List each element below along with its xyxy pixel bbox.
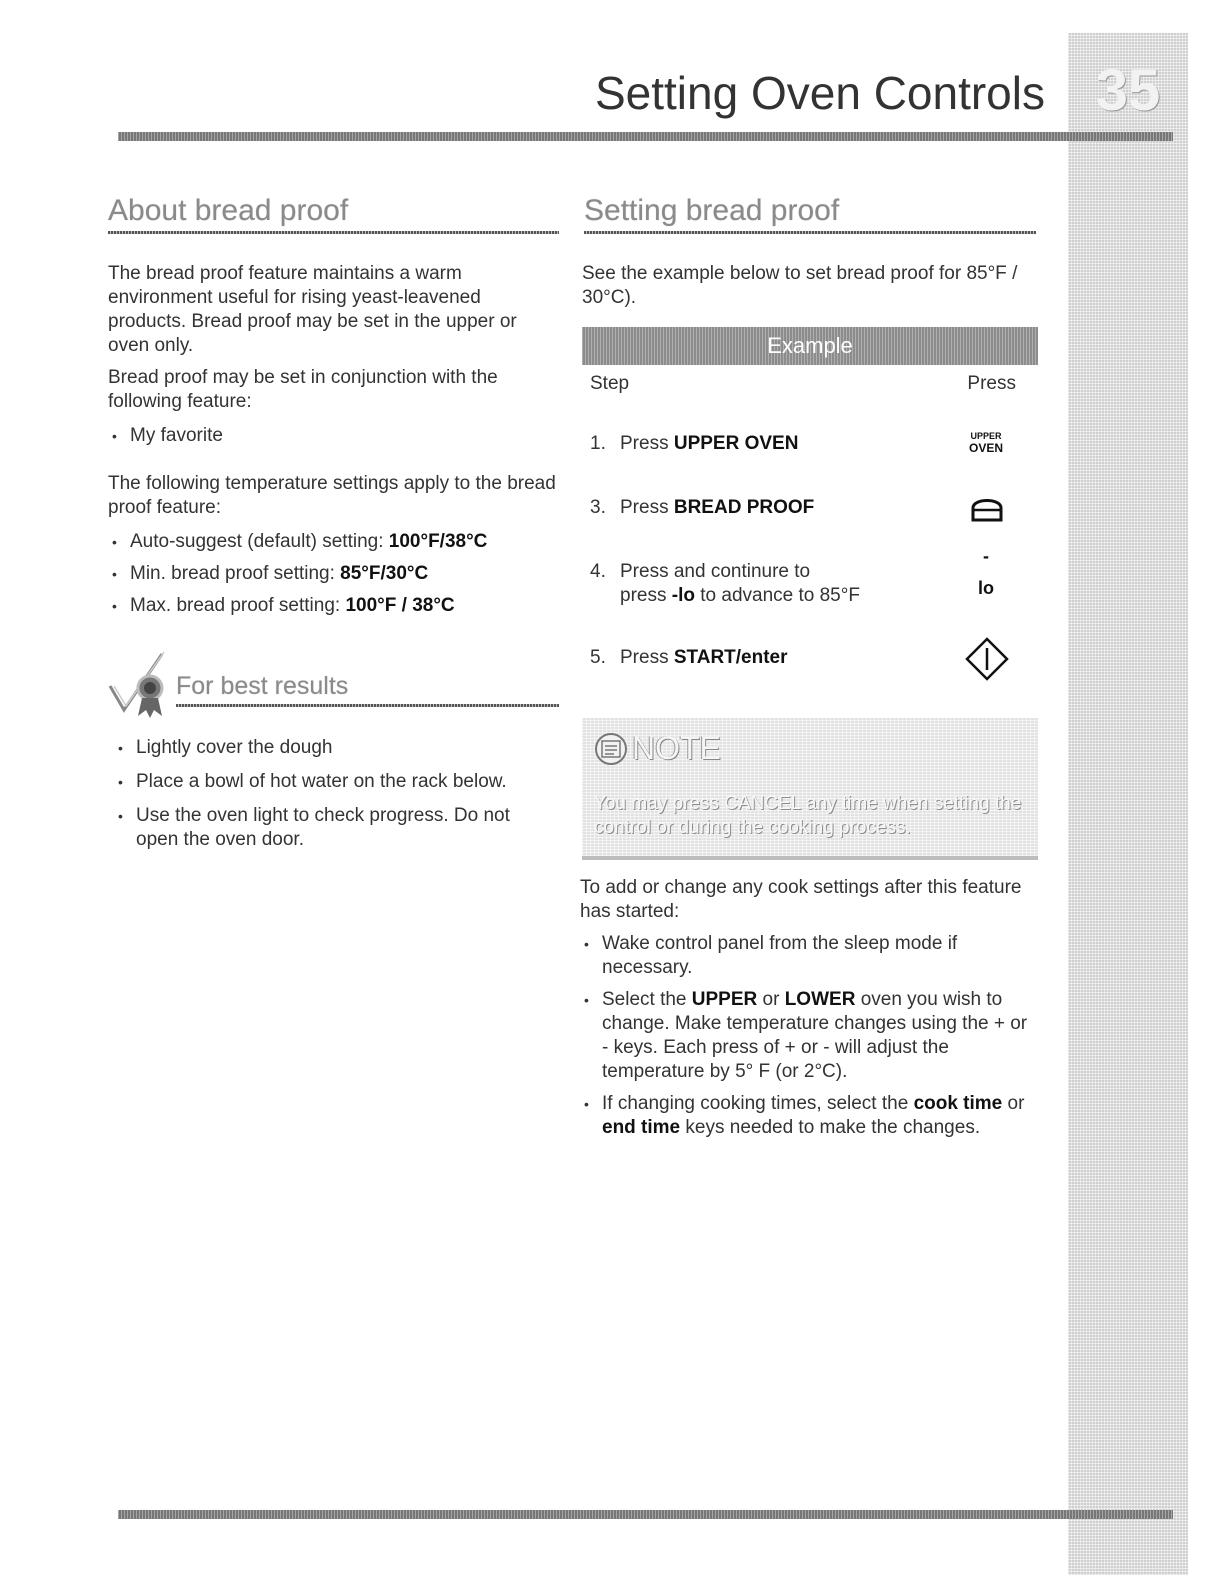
list-item: • Lightly cover the dough — [114, 736, 554, 760]
list-item: • Auto-suggest (default) setting: 100°F/38°C — [108, 530, 558, 554]
about-heading: About bread proof — [108, 194, 349, 227]
step-4: 4. Press and continure to press -lo to advance to 85°F — [590, 561, 860, 606]
best-results-heading: For best results — [176, 672, 349, 700]
list-item: • Select the UPPER or LOWER oven you wish to change. Make temperature changes using the + or - keys. Each press of + or - will adjust the temperature by 5° F (or 2°C). — [580, 988, 1028, 1084]
page-title: Setting Oven Controls — [594, 67, 1045, 119]
best-results-rule — [176, 704, 559, 707]
upper-oven-key: UPPER OVEN — [968, 431, 1003, 455]
about-para-1: The bread proof feature maintains a warm environment useful for rising yeast-leavened products. Bread proof may be set in the upper or oven only. — [108, 263, 517, 356]
step-3: 3. Press BREAD PROOF — [590, 497, 815, 518]
list-item: • Max. bread proof setting: 100°F / 38°C — [108, 594, 558, 618]
page-number: 35 — [1095, 58, 1161, 123]
header-rule — [118, 132, 1173, 141]
about-para-2: Bread proof may be set in conjunction with the following feature: — [108, 367, 498, 412]
best-results-section — [114, 736, 554, 860]
setting-heading-rule — [584, 231, 1036, 234]
change-intro: To add or change any cook settings after this feature has started: — [580, 877, 1022, 922]
setting-intro: See the example below to set bread proof for 85°F / 30°C). — [582, 263, 1018, 308]
step-1: 1. Press UPPER OVEN — [590, 433, 799, 454]
setting-heading: Setting bread proof — [584, 194, 840, 227]
best-results-list — [114, 736, 554, 852]
example-bar: Example — [582, 327, 1038, 365]
page-side-strip — [1068, 33, 1188, 1575]
start-icon — [964, 636, 1010, 682]
change-settings-section — [580, 876, 1028, 1148]
about-section — [108, 262, 558, 626]
list-item: • Min. bread proof setting: 85°F/30°C — [108, 562, 558, 586]
list-item: • My favorite — [108, 424, 558, 448]
about-para-3: The following temperature settings apply to the bread proof feature: — [108, 473, 556, 518]
note-text: You may press CANCEL any time when setting the control or during the cooking process. — [594, 793, 1022, 838]
list-item: • If changing cooking times, select the cook time or end time keys needed to make the changes. — [580, 1092, 1028, 1140]
feature-list — [108, 424, 558, 448]
list-item: • Wake control panel from the sleep mode if necessary. — [580, 932, 1028, 980]
list-item: • Use the oven light to check progress. Do not open the oven door. — [114, 804, 554, 852]
lo-key: - lo — [978, 546, 994, 598]
note-box — [582, 718, 1038, 860]
list-item: • Place a bowl of hot water on the rack below. — [114, 770, 554, 794]
about-heading-rule — [108, 231, 559, 234]
best-results-icon — [106, 650, 170, 722]
step-table-header — [590, 373, 1036, 397]
note-title: NOTE — [632, 730, 721, 766]
bread-proof-icon — [970, 494, 1004, 524]
note-icon — [594, 732, 628, 766]
footer-rule — [118, 1510, 1173, 1519]
press-column-label: Press — [967, 373, 1016, 394]
settings-list — [108, 530, 558, 618]
step-5: 5. Press START/enter — [590, 647, 788, 668]
change-list — [580, 932, 1028, 1140]
step-column-label: Step — [590, 373, 630, 394]
